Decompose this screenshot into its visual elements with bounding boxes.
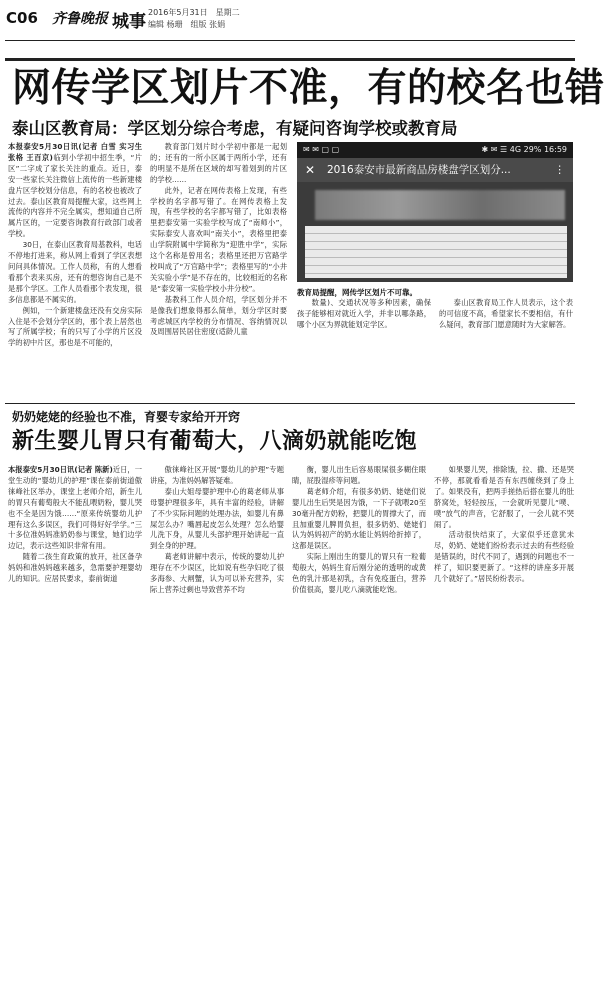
close-icon: ✕ [305,163,316,177]
paragraph-text: 基教科工作人员介绍，学区划分并不是像我们想象得那么简单，划分学区时要考虑城区内学校的分布情况、容纳情况以及周围居民居住密度(适龄儿童 [150,294,287,337]
paragraph-text: 随着二孩生育政策的放开，社区备孕妈妈和准妈妈越来越多，急需要护理婴幼儿的知识。应居民要求，泰前街道 [8,552,142,584]
header-rule-thin [5,40,575,41]
section-title: 城事 [112,12,146,32]
paragraph-text: 葛老师介绍，有很多奶奶、姥姥们说婴儿出生后哭是因为饿，一下子就喂20至30毫升配方奶粉，把婴儿的胃撑大了，而且加重婴儿脾胃负担，很多奶奶、姥姥们认为妈妈初产的奶水能让妈妈给折掉了，这都是误区。 [292,486,426,551]
article2-column-4 [434,465,574,584]
status-readout: ✱ ✉ ☰ 4G 29% 16:59 [481,145,567,154]
network-icon: ✱ ✉ ☰ [481,145,510,154]
paragraph-text: 实际上刚出生的婴儿的胃只有一粒葡萄般大，妈妈生育后刚分泌的透明的或黄色的乳汁那是初乳，含有免疫蛋白，营养价值很高，婴儿吃八滴就能吃饱。 [292,552,426,594]
phone-status-bar [297,142,573,158]
article1-photo-phone-screenshot [297,142,573,282]
paragraph [150,186,287,295]
article2-column-1 [8,465,142,584]
paragraph-text: 葛老师讲解中表示，传统的婴幼儿护理存在不少误区，比如说有些孕妇吃了很多海参、大闸蟹，认为可以补充营养，实际上营养过剩也导致营养不均 [150,552,284,594]
paragraph-text: 例如，一个新建楼盘还没有交房实际入住是不会划分学区的，那个表上居然也写了所属学校；有的只写了小学的片区没学的初中片区，那也是不可能的， [8,305,142,348]
paragraph [434,465,574,530]
header-rule-thick [5,58,575,61]
paragraph [439,298,573,331]
paragraph [150,552,284,596]
paragraph [434,530,574,585]
article1-column-1 [8,142,142,400]
article2-headline: 新生婴儿胃只有葡萄大，八滴奶就能吃饱 [12,429,418,454]
paragraph-text: 如果婴儿哭，排除饿，拉、撒、还是哭不停，那就看看是否有东西缠绕到了身上了。如果没有，把两手搓热后搭在婴儿的肚脐窝处，轻轻按压，一会就听见婴儿“噗、噗”放气的声音，它舒服了，一会儿就不哭闹了。 [434,465,574,529]
page-number: C06 [6,9,38,27]
paragraph [8,240,142,305]
issue-date: 2016年5月31日 星期二 [148,8,240,17]
paragraph [150,142,287,186]
paragraph-text: 此外，记者在网传表格上发现，有些学校的名字都写错了。在网传表格上发现，有些学校的名字都写错了，比如表格里把泰安第一实验学校写成了“南师小”，实际泰安人喜欢叫“南关小”，表格里把泰山学院附属中学简称为“迎胜中学”，实际这个名称是曾用名；表格里还把万官路学校叫成了“万官路中学”；表格里写的“小井关实验小学”是不存在的，比较相近的名称是“泰安第一实验学校小井分校”。 [150,185,287,293]
article1-column-3 [297,298,431,338]
paragraph [150,465,284,487]
paragraph-text: 近日，一堂生动的“婴幼儿的护理”课在泰前街道傲徕峰社区举办，课堂上老师介绍，新生儿的胃只有葡萄般大不能乱喂奶粉，婴儿哭也不全是因为饿……“原来传统婴幼儿护理有这么多误区，我们可得好好学学。”三十多位准妈妈准奶奶参与课堂，她们边学边记，表示这些知识非常有用。 [8,465,142,551]
paragraph [292,487,426,552]
article1-column-4 [439,298,573,338]
phone-page-title: 2016泰安市最新商品房楼盘学区划分... [327,164,511,176]
paragraph-text: 数量)、交通状况等多种因素，确保孩子能够相对就近入学，并非以哪条路，哪个小区为界就能划定学区。 [297,298,431,329]
article2-column-2 [150,465,284,594]
paragraph [8,465,142,552]
dateline: 本报泰安5月30日讯(记者 白雪 实习生 张格 王百京) [8,142,142,162]
paragraph [292,465,426,487]
article1-headline: 网传学区划片不准，有的校名也错 [12,66,605,111]
paragraph [150,295,287,339]
article-divider [5,403,575,404]
paragraph [292,552,426,596]
paragraph-text: 教育部门划片时小学初中都是一起划的；还有的一所小区属于两所小学，还有的明显不是所在区域的却写着划到的片区的学校…… [150,142,287,184]
notification-icons: ✉ ✉ ▢ ▢ [303,145,340,154]
paragraph-text: 衡，婴儿出生后容易眼屎很多糊住眼睛，屁股湿疹等问题。 [292,465,426,485]
page-header [0,0,580,40]
paragraph-text: 泰山区教育局工作人员表示，这个表的可信度不高，希望家长不要相信，有什么疑问，教育部门愿意随时为大家解答。 [439,298,573,329]
blurred-content [315,190,565,220]
editor-credits: 编辑 杨珊 组版 张娟 [148,20,226,29]
paragraph [8,142,142,240]
paragraph [8,552,142,585]
school-district-table-image [305,226,567,278]
paragraph [297,298,431,331]
paragraph-text: 临到小学初中招生季，“片区”二字成了家长关注的重点。近日，泰安一些家长关注微信上流传的一些新建楼盘片区学校划分信息，有的名校也被改了过去。泰山区教育局提醒大家，这些网上流传的内容并不完全属实，想知道自己所属片区的，一定要咨询教育行政部门或者学校。 [8,152,142,239]
photo-caption: 教育局提醒，网传学区划片不可靠。 [297,288,417,297]
article1-column-2 [150,142,287,400]
paragraph [8,306,142,350]
paragraph-text: 活动很快结束了，大家似乎还意犹未尽，奶奶、姥姥们纷纷表示过去的有些经验是错误的，时代不同了，遇到的问题也不一样了，知识要更新了。“这样的讲座多开展几个就好了。”居民纷纷表示。 [434,530,574,584]
paragraph-text: 傲徕峰社区开展“婴幼儿的护理”专题讲座，为准妈妈解答疑难。 [150,465,284,485]
paragraph-text: 30日，在泰山区教育局基教科，电话不停地打进来，称从网上看到了学区表想问问具体情况。工作人员称，有的人想看看那个表来买房，还有的想咨询自己是不是那个学区。工作人员看那个表发现，很多信息都是不属实的。 [8,240,142,304]
paragraph-text: 泰山大姐母婴护理中心的葛老师从事母婴护理很多年，具有丰富的经验，讲解了不少实际问题的处理办法，如婴儿有鼻屎怎么办？嘴唇起皮怎么处理？怎么给婴儿洗下身，从婴儿头部护理开始讲起一直到全身的护理。 [150,486,284,551]
paragraph [150,487,284,552]
dateline: 本报泰安5月30日讯(记者 陈新) [8,465,113,474]
article2-kicker: 奶奶姥姥的经验也不准，育婴专家给开开窍 [12,410,241,424]
newspaper-logo: 齐鲁晚报 [52,11,108,27]
article2-column-3 [292,465,426,594]
more-icon: ⋮ [554,164,565,176]
article1-subhead: 泰山区教育局：学区划分综合考虑，有疑问咨询学校或教育局 [12,119,458,138]
phone-title-bar [297,158,573,182]
